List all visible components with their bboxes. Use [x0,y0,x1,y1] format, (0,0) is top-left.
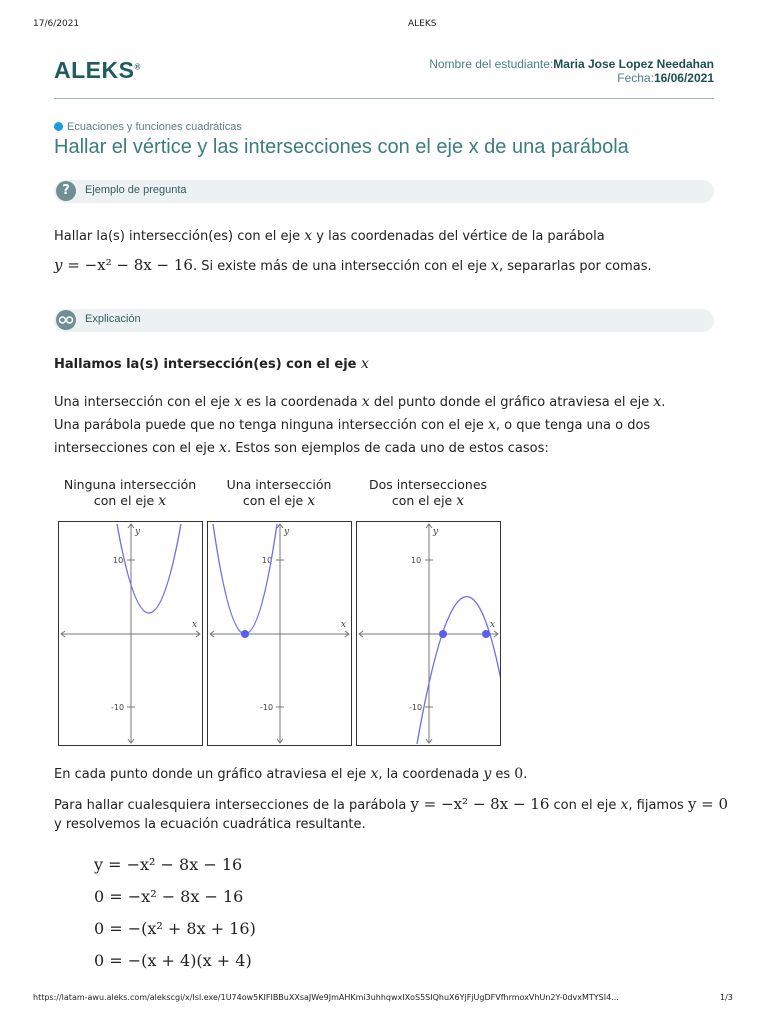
example-question-bar[interactable] [54,180,714,203]
graph-one-intersection [207,521,352,746]
explanation-label: Explicación [85,313,141,325]
paragraph-3-line-1: Para hallar cualesquiera intersecciones de la parábola y = −x² − 8x − 16 con el eje x, fijamos y = 0 [54,795,729,813]
topic-dot-icon [54,122,63,131]
explanation-bar[interactable] [54,309,714,332]
footer-page-number: 1/3 [720,993,733,1002]
print-title: ALEKS [408,19,437,29]
tick-label-neg10: -10 [409,703,423,712]
question-line-1: Hallar la(s) intersección(es) con el eje x y las coordenadas del vértice de la parábola [54,228,605,244]
graph-1-caption: Ninguna intersección con el eje x [63,477,197,509]
question-mark-icon: ? [56,181,76,201]
paragraph-1-line-1: Una intersección con el eje x es la coordenada x del punto donde el gráfico atraviesa el eje x. [54,394,666,410]
step-4: 0 = −(x + 4)(x + 4) [94,951,252,970]
example-question-label: Ejemplo de pregunta [85,184,187,196]
aleks-logo: ALEKS® [54,57,141,83]
step-3: 0 = −(x² + 8x + 16) [94,919,256,938]
y-axis-label: y [135,527,141,537]
report-date: 16/06/2021 [653,71,714,85]
graph-two-intersections [356,521,501,746]
paragraph-3-line-2: y resolvemos la ecuación cuadrática resultante. [54,817,366,832]
y-axis-label: y [433,527,439,537]
tick-label-neg10: -10 [111,703,125,712]
glasses-icon [56,310,76,330]
graph-3-caption: Dos intersecciones con el eje x [368,477,488,509]
intersection-point-left [439,630,447,638]
footer-url: https://latam-awu.aleks.com/alekscgi/x/Isl.exe/1U74ow5KIFIBBuXXsaJWe9JmAHKmi3uhhqwxIXoS5SIQhuX6YjFjUgDFVfhrmoxVhUn2Y-0dvxMTYSI4... [33,993,619,1002]
print-date: 17/6/2021 [33,19,80,29]
x-axis-label: x [490,620,496,630]
step-1: y = −x² − 8x − 16 [94,855,243,874]
topic-breadcrumb: Ecuaciones y funciones cuadráticas [54,121,242,133]
question-line-2: y = −x² − 8x − 16. Si existe más de una intersección con el eje x, separarlas por comas. [54,256,652,274]
graph-2-caption: Una intersección con el eje x [226,477,332,509]
page-title: Hallar el vértice y las intersecciones con el eje x de una parábola [54,136,629,158]
parabola-curve [117,524,181,613]
parabola-curve [213,524,277,634]
x-axis-label: x [341,620,347,630]
parabola-curve [417,597,501,744]
graph-no-intersection [58,521,203,746]
tick-label-10: 10 [262,556,273,565]
intersection-point-right [482,630,490,638]
paragraph-1-line-2: Una parábola puede que no tenga ninguna intersección con el eje x, o que tenga una o dos [54,417,651,433]
tick-label-10: 10 [113,556,124,565]
student-info: Nombre del estudiante:Maria Jose Lopez Needahan Fecha:16/06/2021 [429,57,714,85]
header-divider [54,98,714,99]
x-axis-label: x [192,620,198,630]
section-heading: Hallamos la(s) intersección(es) con el eje x [54,356,369,372]
paragraph-1-line-3: intersecciones con el eje x. Estos son ejemplos de cada uno de estos casos: [54,440,549,456]
student-name: Maria Jose Lopez Needahan [553,57,714,71]
step-2: 0 = −x² − 8x − 16 [94,887,244,906]
tick-label-10: 10 [411,556,422,565]
tick-label-neg10: -10 [260,703,274,712]
question-equation: y = −x² − 8x − 16 [54,256,193,274]
y-axis-label: y [284,527,290,537]
paragraph-2: En cada punto donde un gráfico atraviesa el eje x, la coordenada y es 0. [54,766,528,782]
solution-steps [94,849,256,977]
intersection-point [241,630,249,638]
